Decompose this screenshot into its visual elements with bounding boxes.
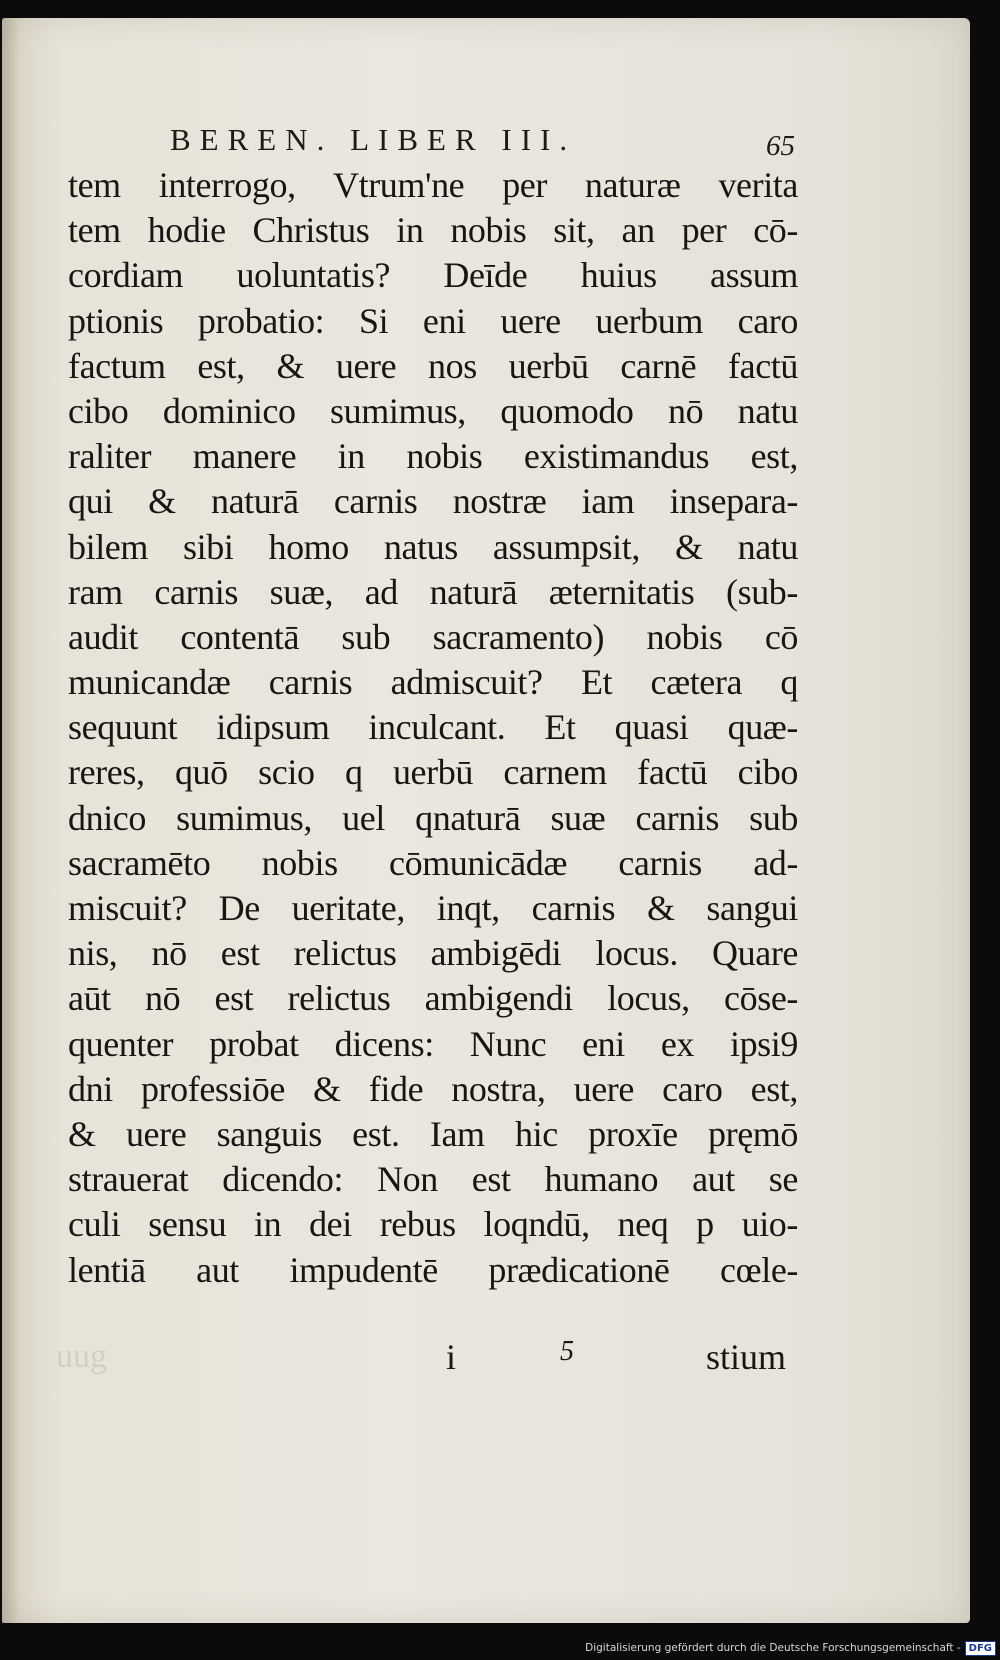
text-line: sacramēto nobis cōmunicādæ carnis ad- [68, 842, 798, 883]
signature-number: 5 [560, 1336, 574, 1367]
text-line: dnico sumimus, uel qnaturā suæ carnis sub [68, 797, 798, 838]
text-line: municandæ carnis admiscuit? Et cætera q [68, 662, 798, 703]
text-line: reres, quō scio q uerbū carnem factū cibo [68, 752, 798, 793]
text-line: bilem sibi homo natus assumpsit, & natu [68, 526, 798, 567]
dfg-logo-icon: DFG [965, 1641, 996, 1656]
text-line: qui & naturā carnis nostræ iam insepara- [68, 481, 798, 522]
text-line: culi sensu in dei rebus loqndū, neq p uio- [68, 1204, 798, 1245]
text-line: raliter manere in nobis existimandus est, [68, 436, 798, 477]
text-line: tem interrogo, Vtrum'ne per naturæ verita [68, 165, 798, 205]
book-page [2, 18, 970, 1623]
text-line: audit contentā sub sacramento) nobis cō [68, 616, 798, 657]
text-line: aūt nō est relictus ambigendi locus, cōse- [68, 978, 798, 1019]
text-line: miscuit? De ueritate, inqt, carnis & sangui [68, 888, 798, 928]
text-line: ptionis probatio: Si eni uere uerbum caro [68, 300, 798, 341]
text-line: dni professiōe & fide nostra, uere caro est, [68, 1068, 798, 1109]
text-line: sequunt idipsum inculcant. Et quasi quæ- [68, 707, 798, 748]
text-line: nis, nō est relictus ambigēdi locus. Quare [68, 933, 798, 974]
text-line: & uere sanguis est. Iam hic proxīe pręmō [68, 1113, 798, 1154]
text-line: quenter probat dicens: Nunc eni ex ipsi9 [68, 1023, 798, 1064]
text-line: tem hodie Christus in nobis sit, an per cō- [68, 210, 798, 251]
text-line: cibo dominico sumimus, quomodo nō natu [68, 390, 798, 431]
text-line: strauerat dicendo: Non est humano aut se [68, 1159, 798, 1200]
text-line: cordiam uoluntatis? Deīde huius assum [68, 255, 798, 296]
digitization-credit [577, 1636, 1000, 1660]
running-head: BEREN. LIBER III. [170, 122, 577, 157]
text-line: ram carnis suæ, ad naturā æternitatis (sub- [68, 571, 798, 612]
text-line: lentiā aut impudentē prædicationē cœle- [68, 1249, 798, 1290]
catchword: stium [705, 1337, 786, 1377]
show-through-text: uug [56, 1338, 107, 1375]
page-number: 65 [766, 130, 795, 162]
text-block [68, 163, 798, 1293]
credit-text: Digitalisierung gefördert durch die Deutsche Forschungsgemeinschaft - [585, 1642, 961, 1654]
signature-mark: i [446, 1337, 457, 1377]
text-line: factum est, & uere nos uerbū carnē factū [68, 345, 798, 386]
